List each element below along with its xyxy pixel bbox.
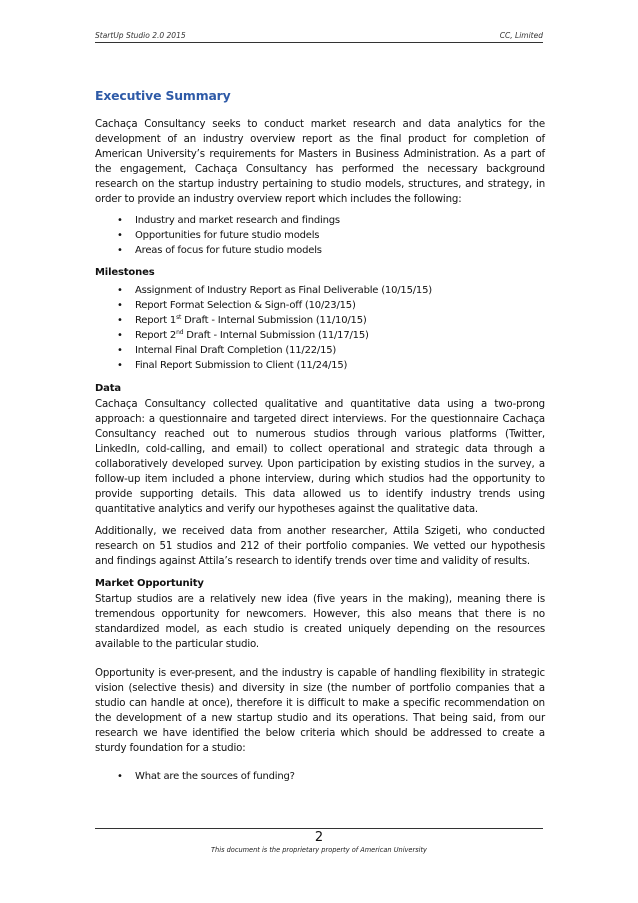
data-heading: Data — [95, 383, 121, 394]
list-item: • Final Report Submission to Client (11/24/15) — [135, 358, 545, 373]
milestones-heading: Milestones — [95, 267, 155, 278]
list-item: • Internal Final Draft Completion (11/22/15) — [135, 343, 545, 358]
list-item: • Industry and market research and findings — [135, 213, 545, 228]
header-left-text: StartUp Studio 2.0 2015 — [95, 31, 186, 40]
milestone-text: Draft - Internal Submission (11/10/15) — [181, 315, 367, 326]
intro-bullet-list — [95, 213, 545, 258]
page-header — [95, 31, 543, 43]
data-paragraph-1: Cachaça Consultancy collected qualitative and quantitative data using a two-prong approach: a questionnaire and targeted direct interviews. For the questionnaire Cachaça Consultancy reached out to numerous studios through various platforms (Twitter, LinkedIn, cold-calling, and email) to collect operational and strategic data through a collaboratively developed survey. Upon participation by existing studios in the survey, a follow-up item included a phone interview, during which studios had the opportunity to provide supporting details. This data allowed us to identify industry trends using quantitative analytics and verify our hypotheses against the qualitative data. — [95, 399, 545, 515]
footer-divider — [95, 828, 543, 829]
list-item: • What are the sources of funding? — [135, 769, 545, 784]
market-paragraph-2: Opportunity is ever-present, and the industry is capable of handling flexibility in strategic vision (selective thesis) and diversity in size (the number of portfolio companies that a studio can handle at once), therefore it is difficult to make a specific recommendation on the development of a new startup studio and its operations. That being said, from our research we have identified the below criteria which should be addressed to create a sturdy foundation for a studio: — [95, 668, 545, 754]
milestone-text: Report 2 — [135, 330, 177, 341]
list-item: • Report Format Selection & Sign-off (10/23/15) — [135, 298, 545, 313]
list-item — [135, 313, 545, 328]
list-item — [135, 328, 545, 343]
list-item: • Opportunities for future studio models — [135, 228, 545, 243]
ordinal-suffix: st — [176, 314, 182, 321]
milestone-text: Report 1 — [135, 315, 177, 326]
criteria-bullet-list — [95, 769, 545, 784]
list-item: • Areas of focus for future studio models — [135, 243, 545, 258]
page-number: 2 — [314, 830, 324, 845]
footer-text: This document is the proprietary property of American University — [211, 846, 427, 854]
intro-paragraph: Cachaça Consultancy seeks to conduct market research and data analytics for the development of an industry overview report as the final product for completion of American University’s requirements for Masters in Business Administration. As a part of the engagement, Cachaça Consultancy has performed the necessary background research on the startup industry pertaining to studio models, structures, and strategy, in order to provide an industry overview report which includes the following: — [95, 119, 545, 205]
milestone-text: Draft - Internal Submission (11/17/15) — [183, 330, 369, 341]
ordinal-suffix: nd — [176, 329, 184, 336]
milestones-list — [95, 283, 545, 373]
data-paragraph-2: Additionally, we received data from another researcher, Attila Szigeti, who conducted research on 51 studios and 212 of their portfolio companies. We vetted our hypothesis and findings against Attila’s research to identify trends over time and validity of results. — [95, 526, 545, 567]
section-title: Executive Summary — [95, 88, 231, 103]
list-item: • Assignment of Industry Report as Final Deliverable (10/15/15) — [135, 283, 545, 298]
market-opportunity-heading: Market Opportunity — [95, 578, 204, 589]
page-content — [95, 88, 545, 791]
market-paragraph-1: Startup studios are a relatively new idea (five years in the making), meaning there is tremendous opportunity for newcomers. However, this also means that there is no standardized model, as each studio is created uniquely depending on the resources available to the particular studio. — [95, 594, 545, 650]
header-right-text: CC, Limited — [499, 31, 543, 40]
